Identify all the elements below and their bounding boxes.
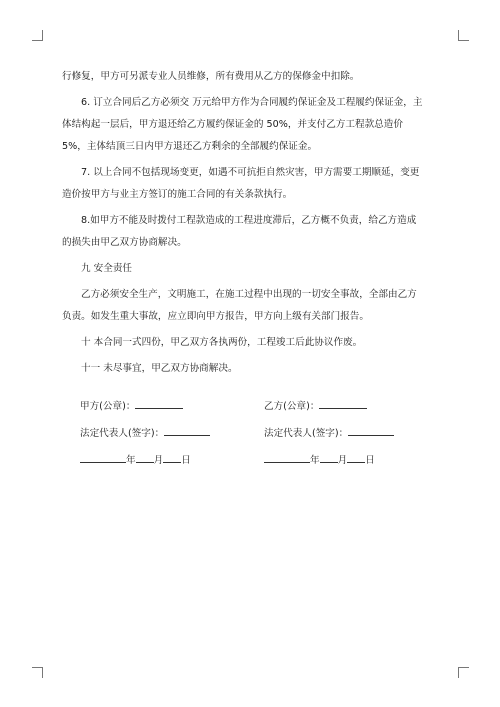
party-b-seal-label: 乙方(公章)：: [264, 401, 320, 412]
section-heading-safety: [62, 258, 422, 280]
date-row: [80, 450, 440, 470]
party-b-seal-blank: [319, 396, 367, 409]
day-label: 日: [181, 455, 191, 466]
text-line: 行修复，甲方可另派专业人员维修，所有费用从乙方的保修金中扣除。: [62, 71, 360, 82]
party-a-rep-blank: [164, 423, 210, 436]
seal-row: [80, 396, 440, 416]
party-b-rep-label: 法定代表人(签字)：: [264, 428, 349, 439]
party-a-seal-label: 甲方(公章)：: [80, 401, 136, 412]
crop-mark-top-right: [458, 30, 469, 41]
text-line: 5%，主体结顶三日内甲方退还乙方剩余的全部履约保证金。: [62, 141, 318, 152]
text-line: 乙方必须安全生产，文明施工，在施工过程中出现的一切安全事故，全部由乙方: [81, 289, 417, 300]
text-line: 体结构起一层后，甲方退还给乙方履约保证金的 50%，并支付乙方工程款总造价: [62, 119, 403, 130]
day-blank: [163, 450, 181, 463]
text-line: 负责。如发生重大事故，应立即向甲方报告，甲方向上级有关部门报告。: [62, 311, 369, 322]
party-b-rep-blank: [348, 423, 394, 436]
paragraph-clause-8: [62, 210, 422, 254]
signature-block: [80, 396, 440, 470]
crop-mark-top-left: [32, 30, 43, 41]
crop-mark-bottom-right: [458, 667, 469, 678]
representative-row: [80, 423, 440, 443]
day-blank: [347, 450, 365, 463]
party-b-date: [264, 450, 375, 471]
section-heading: 九 安全责任: [81, 263, 133, 274]
text-line: 8.如甲方不能及时拨付工程款造成的工程进度滞后，乙方概不负责，给乙方造成: [81, 215, 417, 226]
year-label: 年: [310, 455, 320, 466]
paragraph-repair: [62, 66, 422, 88]
party-a-rep-label: 法定代表人(签字)：: [80, 428, 165, 439]
text-line: 7. 以上合同不包括现场变更，如遇不可抗拒自然灾害，甲方需要工期顺延，变更: [81, 167, 420, 178]
party-a-seal-blank: [135, 396, 183, 409]
party-a-date: [80, 450, 191, 471]
paragraph-safety: [62, 284, 422, 328]
document-body: [62, 66, 422, 384]
text-line: 造价按甲方与业主方签订的施工合同的有关条款执行。: [62, 189, 293, 200]
paragraph-clause-6: [62, 92, 422, 158]
text-line: 十 本合同一式四份，甲乙双方各执两份，工程竣工后此协议作废。: [81, 337, 363, 348]
month-blank: [320, 450, 338, 463]
paragraph-clause-10: [62, 332, 422, 354]
month-label: 月: [337, 455, 348, 466]
month-label: 月: [153, 455, 164, 466]
text-line: 的损失由甲乙双方协商解决。: [62, 237, 187, 248]
day-label: 日: [365, 455, 375, 466]
year-blank: [80, 450, 126, 463]
month-blank: [136, 450, 154, 463]
paragraph-clause-11: [62, 358, 422, 380]
year-blank: [264, 450, 310, 463]
crop-mark-bottom-left: [32, 667, 43, 678]
text-line: 6. 订立合同后乙方必须交 万元给甲方作为合同履约保证金及工程履约保证金，主: [81, 97, 423, 108]
year-label: 年: [126, 455, 136, 466]
paragraph-clause-7: [62, 162, 422, 206]
text-line: 十一 未尽事宜，甲乙双方协商解决。: [81, 363, 238, 374]
